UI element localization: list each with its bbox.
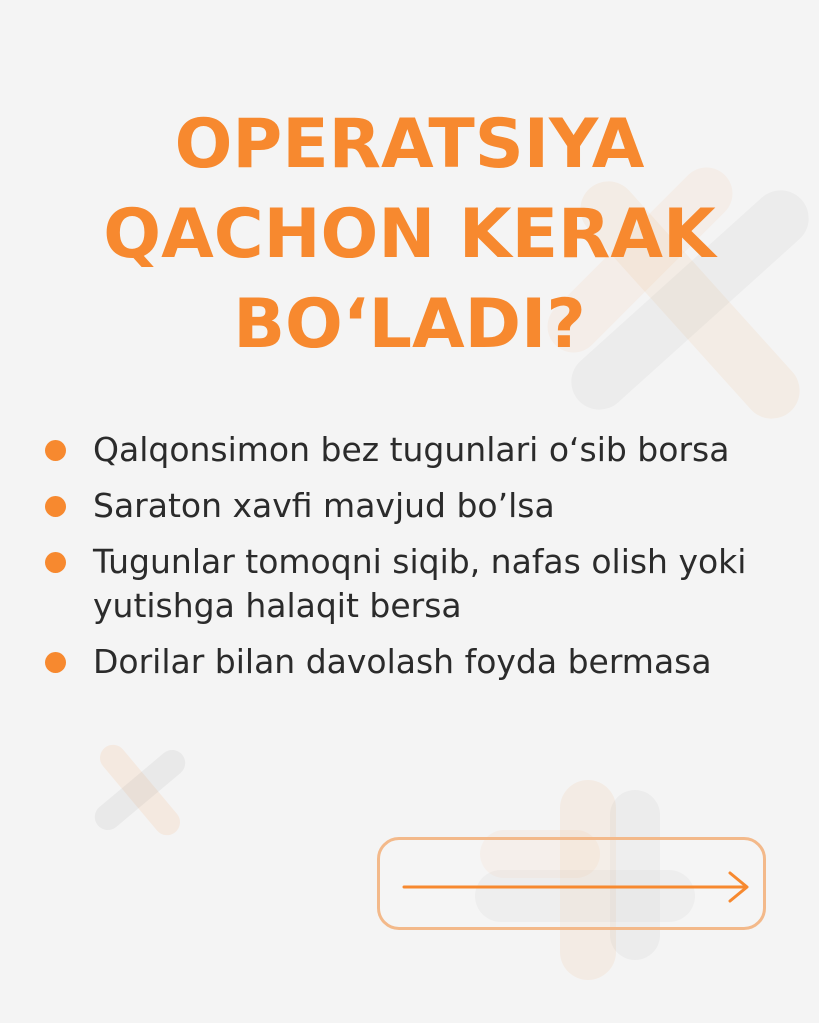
left-small-cross-icon bbox=[63, 713, 218, 868]
title-line: BO‘LADI? bbox=[233, 285, 586, 364]
list-item bbox=[40, 428, 780, 472]
list-item-text: Tugunlar tomoqni siqib, nafas olish yoki yutishga halaqit bersa bbox=[93, 542, 747, 625]
title-line: OPERATSIYA bbox=[174, 105, 645, 184]
list-item-text: Qalqonsimon bez tugunlari o‘sib borsa bbox=[93, 430, 730, 469]
list-item-text: Dorilar bilan davolash foyda bermasa bbox=[93, 642, 712, 681]
condition-list bbox=[40, 428, 780, 696]
orange-dot-icon bbox=[45, 496, 66, 517]
list-item-text: Saraton xavfi mavjud bo’lsa bbox=[93, 486, 555, 525]
list-item bbox=[40, 540, 780, 628]
orange-dot-icon bbox=[45, 652, 66, 673]
list-item bbox=[40, 640, 780, 684]
orange-dot-icon bbox=[45, 440, 66, 461]
orange-dot-icon bbox=[45, 552, 66, 573]
arrow-right-icon bbox=[400, 870, 752, 904]
title-line: QACHON KERAK bbox=[103, 195, 716, 274]
list-item bbox=[40, 484, 780, 528]
page-title bbox=[0, 100, 819, 370]
next-button[interactable] bbox=[377, 837, 766, 930]
